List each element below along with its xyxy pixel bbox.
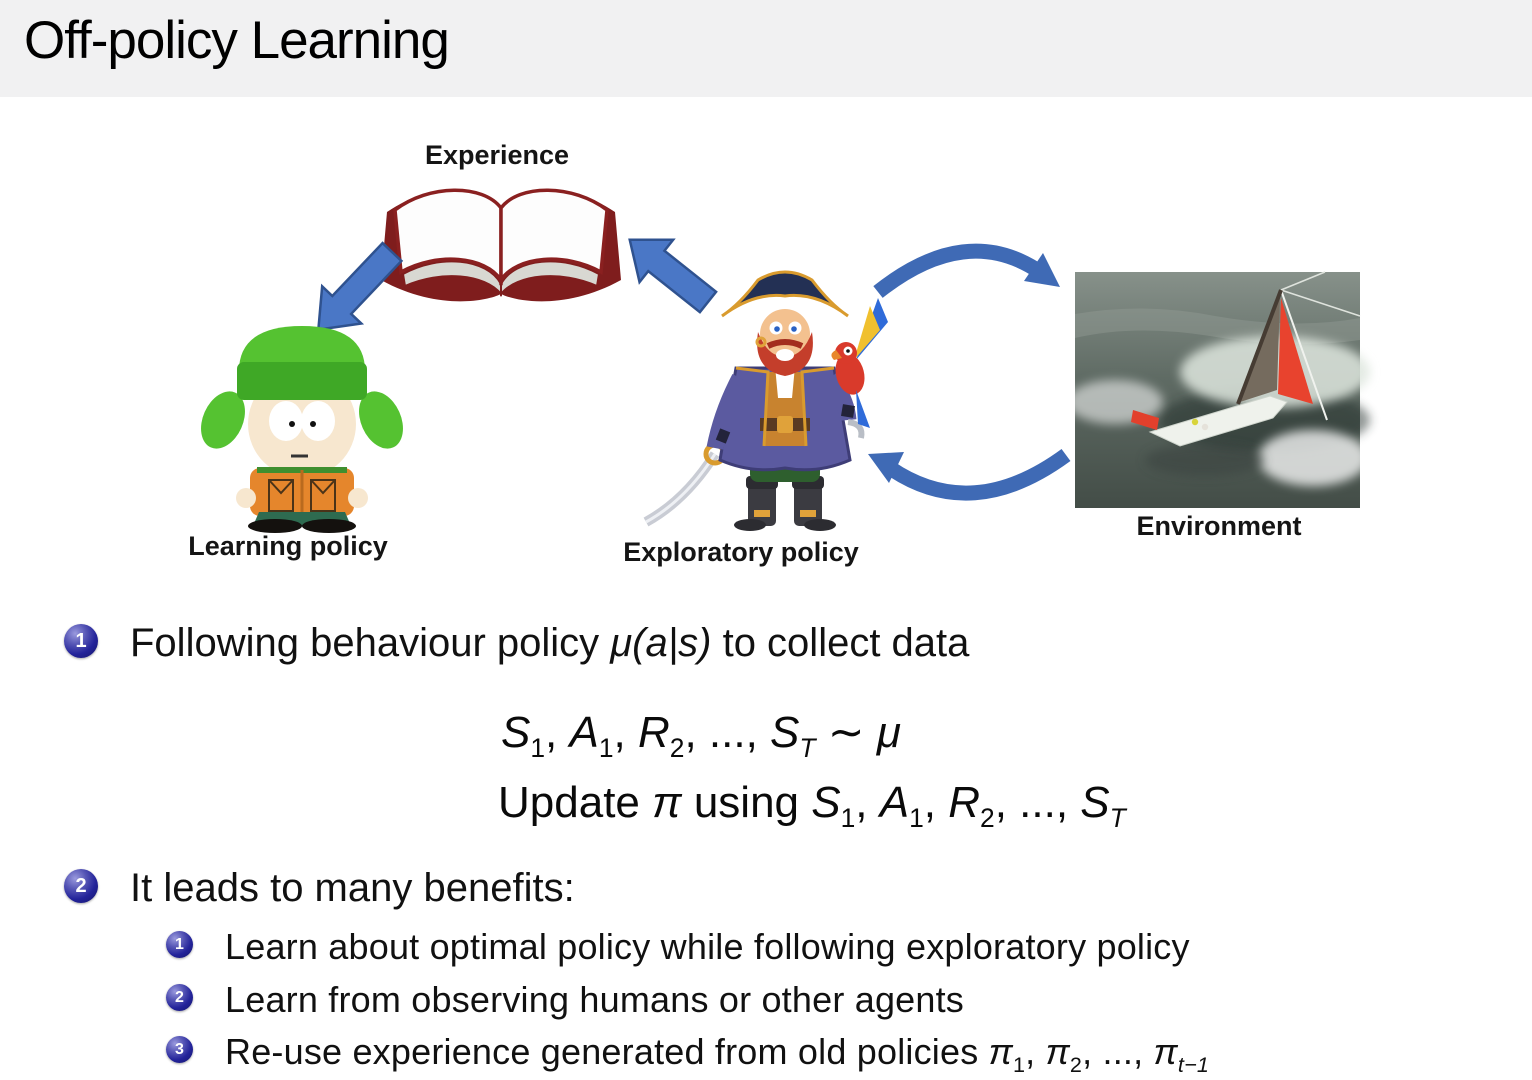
experience-label: Experience [424,140,570,170]
benefit-2-text: Learn from observing humans or other agents [225,979,965,1020]
bullet-1-text-after: to collect data [711,621,970,665]
equation-update [498,774,1126,832]
math-sub-1: 1 [598,732,614,763]
math-dots: , ..., [994,778,1081,827]
eye-left [269,401,303,441]
benefit-3-text [225,1029,1210,1078]
bullet-2 [64,862,575,914]
math-pi: π [988,1031,1013,1072]
math-A: A [879,778,910,827]
math-comma: , [923,778,949,827]
pupil-right [310,421,316,427]
bullet-2-text: It leads to many benefits: [130,866,575,910]
math-A: A [569,708,599,757]
math-sub-1: 1 [1012,1052,1026,1078]
pupil-left [289,421,295,427]
math-sub-2: 2 [980,802,995,833]
math-sub-1: 1 [530,732,546,763]
bullet-1-text [130,617,969,669]
hand-left [236,488,256,508]
benefit-1-number: 1 [166,931,193,958]
curved-arrow-to-environment [878,251,1060,292]
learning-policy-label: Learning policy [188,531,388,561]
benefit-3 [166,1029,1210,1078]
math-update-word: Update [498,778,653,827]
inline-math-mu-a-s: μ(a|s) [610,621,712,665]
bullet-1-text-before: Following behaviour policy [130,621,611,665]
benefit-3-number: 3 [166,1036,193,1063]
math-sub-T: T [1109,802,1126,833]
equation-trajectory [501,704,901,762]
exploratory-policy-cartoon [646,272,888,531]
arrow-pirate-to-book [613,219,725,324]
math-mu: μ [876,708,901,757]
slide-title: Off-policy Learning [24,11,449,70]
math-sub-1: 1 [909,802,924,833]
benefit-3-text-run: Re-use experience generated from old policies [225,1031,989,1072]
math-sub-t-minus-1: t−1 [1177,1052,1210,1078]
sword-blade [646,454,715,522]
boots [734,476,836,531]
math-pi: π [1045,1031,1070,1072]
math-S: S [770,708,800,757]
environment-label: Environment [1136,511,1302,541]
math-using-word: using [681,778,812,827]
math-sub-2: 2 [1069,1052,1083,1078]
math-dots: , ..., [1082,1031,1154,1072]
curved-arrow-to-pirate [868,452,1066,493]
cuff-left [718,434,728,438]
open-book-icon [381,189,621,301]
math-R: R [638,708,670,757]
math-tilde: ∼ [815,708,877,757]
mouth [776,349,794,361]
math-comma: , [1025,1031,1046,1072]
math-pi: π [1153,1031,1178,1072]
bullet-1 [64,617,969,669]
exploratory-policy-label: Exploratory policy [623,537,859,567]
math-pi: π [652,778,682,827]
benefit-2 [166,977,964,1023]
math-comma: , [545,708,570,757]
math-S: S [501,708,531,757]
math-S: S [811,778,841,827]
belt-buckle [777,416,793,433]
benefit-1 [166,924,1190,970]
math-S: S [1080,778,1110,827]
hand-right [348,488,368,508]
learning-policy-cartoon [193,326,412,533]
benefit-2-number: 2 [166,984,193,1011]
pupil-left [774,326,780,332]
math-comma: , [855,778,880,827]
math-sub-2: 2 [669,732,685,763]
math-dots: , ..., [684,708,771,757]
math-R: R [948,778,981,827]
math-sub-T: T [799,732,816,763]
bullet-2-number: 2 [64,869,98,903]
math-sub-1: 1 [840,802,856,833]
bullet-1-number: 1 [64,624,98,658]
math-comma: , [613,708,638,757]
benefit-1-text: Learn about optimal policy while following exploratory policy [225,926,1190,967]
hat-band [237,362,367,400]
cuff-right [842,410,854,412]
eye-right [301,401,335,441]
pupil-right [791,326,797,332]
environment-photo [1067,272,1370,508]
